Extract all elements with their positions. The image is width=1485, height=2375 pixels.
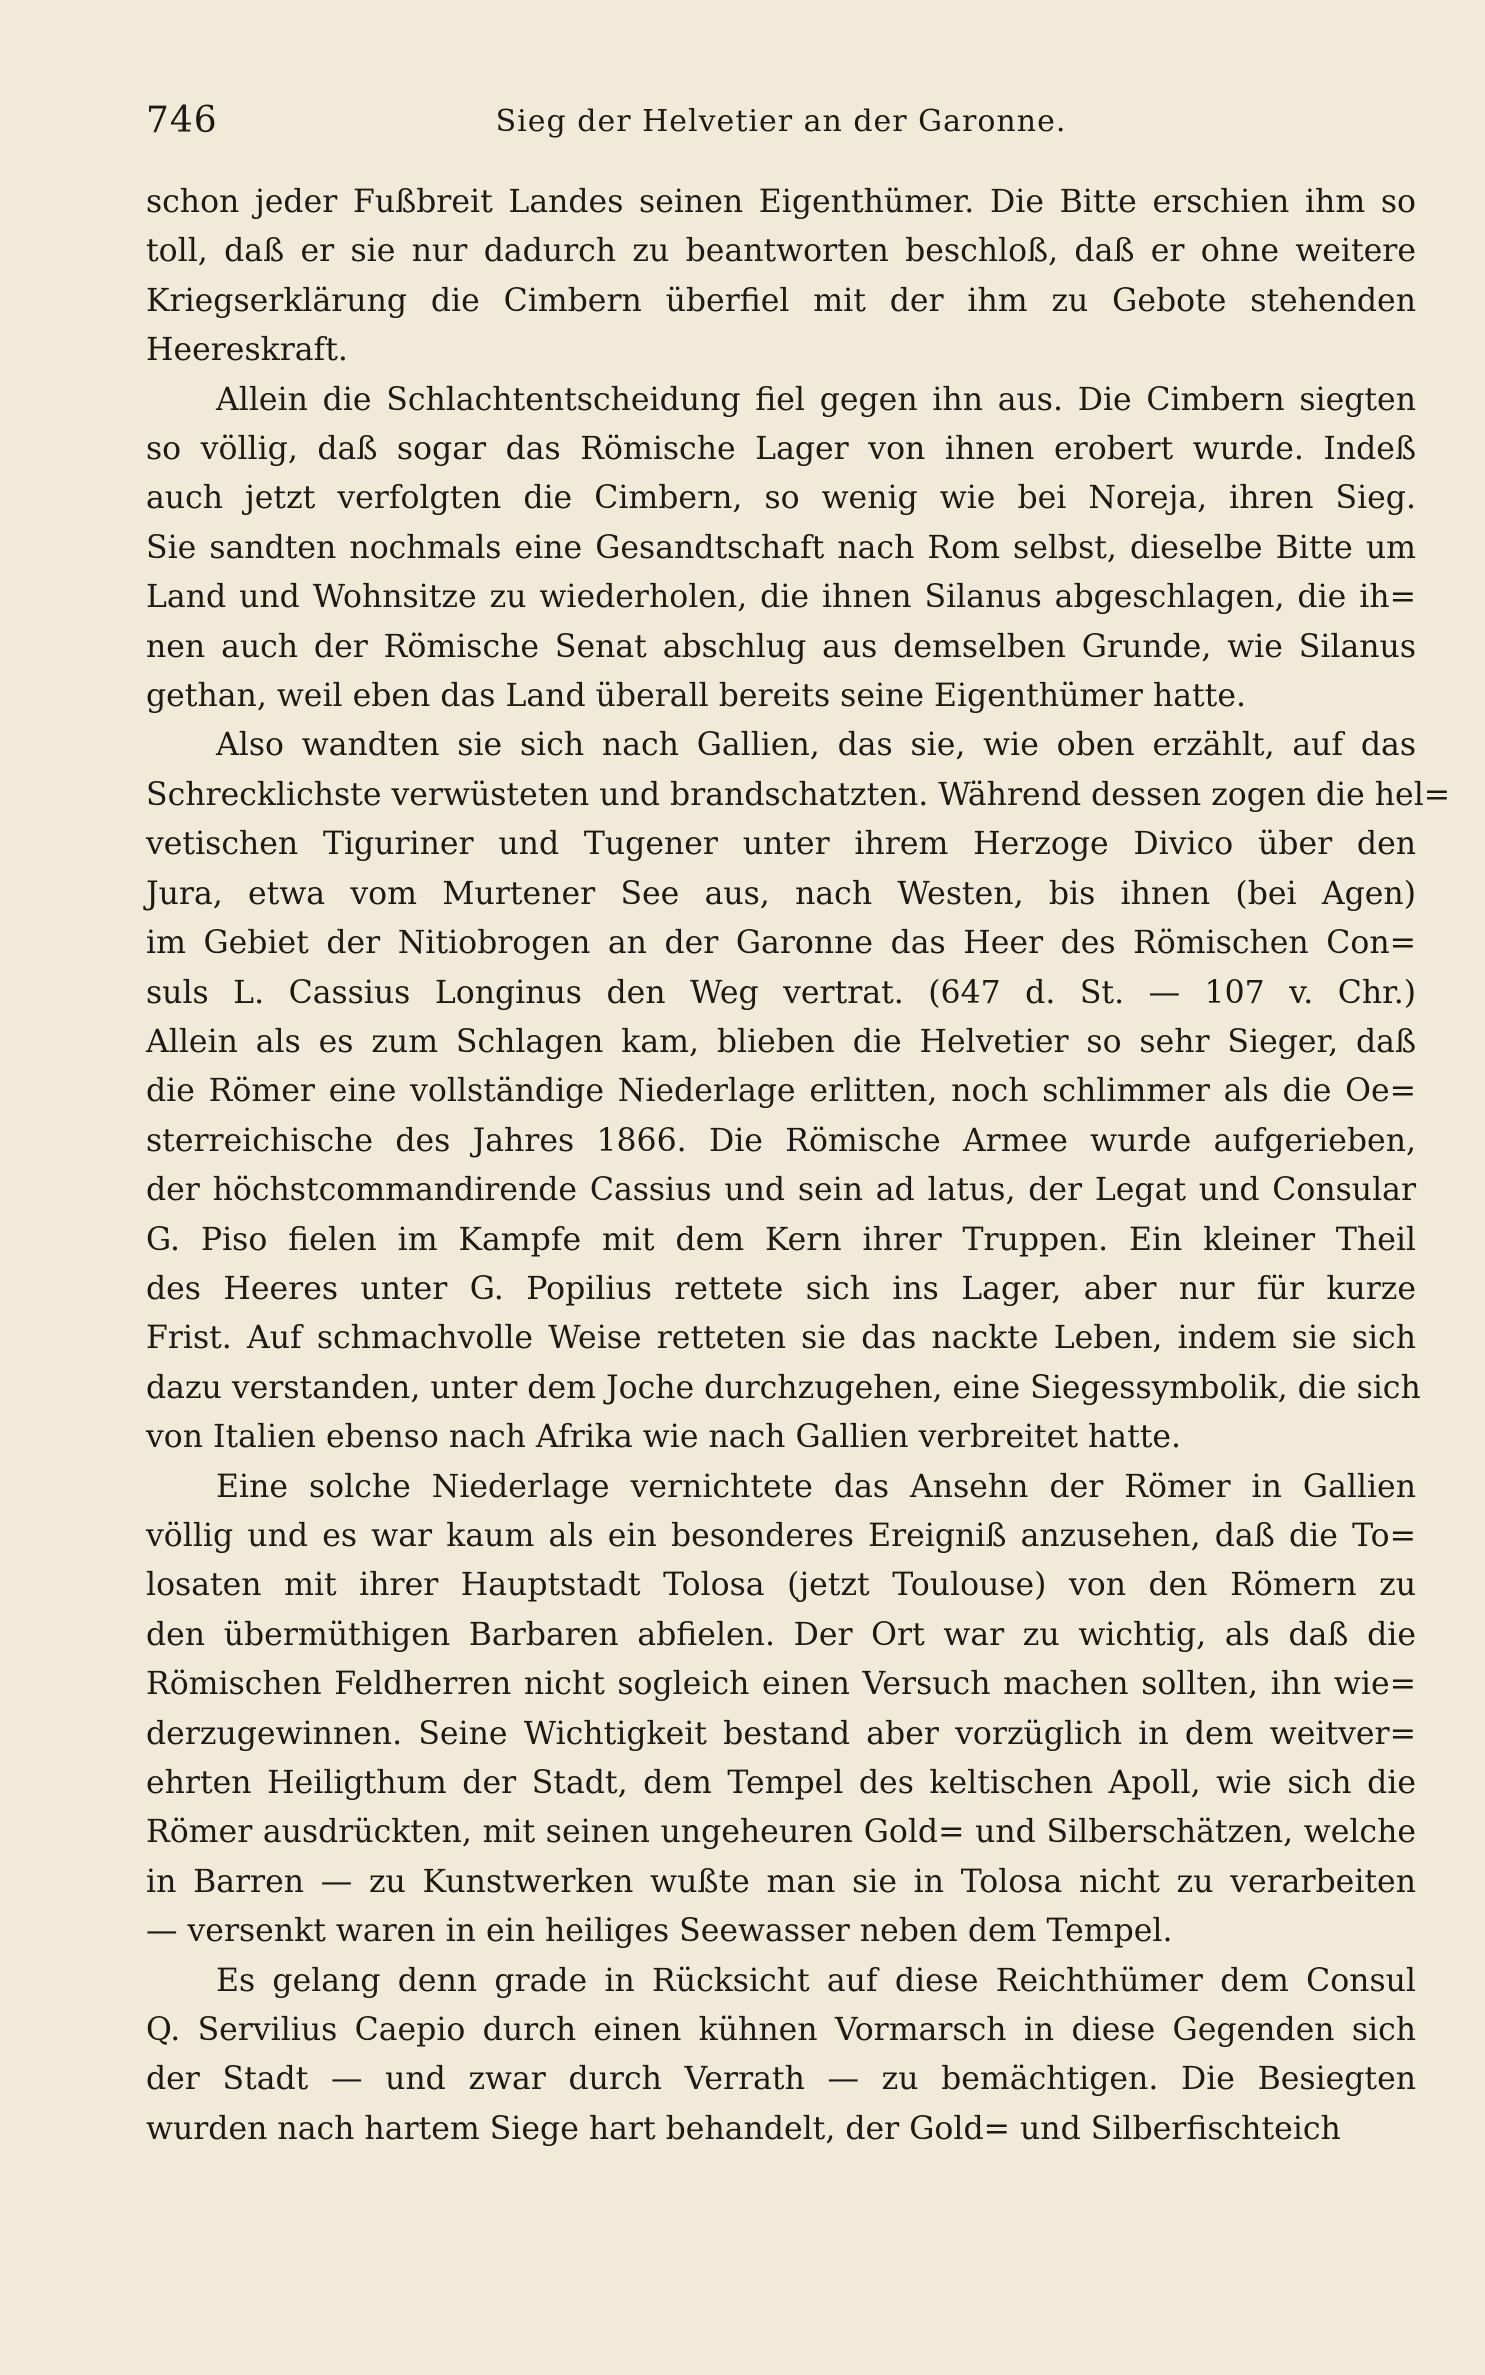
text-line: der Stadt — und zwar durch Verrath — zu bemächtigen. Die Besiegten [146,2061,1416,2098]
text-line: toll, daß er sie nur dadurch zu beantworten beschloß, daß er ohne weitere [146,233,1416,270]
text-line: der höchstcommandirende Cassius und sein ad latus, der Legat und Consular [146,1172,1416,1209]
paragraph [146,1463,1416,1957]
text-line: Sie sandten nochmals eine Gesandtschaft nach Rom selbst, dieselbe Bitte um [146,529,1416,566]
text-line: nen auch der Römische Senat abschlug aus demselben Grunde, wie Silanus [146,628,1416,665]
text-line: die Römer eine vollständige Niederlage erlitten, noch schlimmer als die Oe= [146,1073,1416,1110]
text-line: Schrecklichste verwüsteten und brandschatzten. Während dessen zogen die hel= [146,776,1451,813]
text-line: losaten mit ihrer Hauptstadt Tolosa (jetzt Toulouse) von den Römern zu [146,1567,1416,1604]
text-line: Kriegserklärung die Cimbern überfiel mit der ihm zu Gebote stehenden [146,282,1416,319]
paragraph [146,178,1416,376]
page-header [146,100,1416,160]
text-line: vetischen Tiguriner und Tugener unter ihrem Herzoge Divico über den [146,826,1416,863]
text-line: so völlig, daß sogar das Römische Lager von ihnen erobert wurde. Indeß [146,431,1416,468]
text-line: den übermüthigen Barbaren abfielen. Der Ort war zu wichtig, als daß die [146,1616,1416,1653]
text-line: im Gebiet der Nitiobrogen an der Garonne das Heer des Römischen Con= [146,925,1416,962]
text-line: von Italien ebenso nach Afrika wie nach Gallien verbreitet hatte. [146,1419,1182,1456]
page-number: 746 [146,100,218,141]
running-head: Sieg der Helvetier an der Garonne. [495,104,1067,139]
body-text [146,178,1451,2154]
text-line: völlig und es war kaum als ein besonderes Ereigniß anzusehen, daß die To= [146,1517,1416,1554]
paragraph [146,1957,1416,2155]
text-line: schon jeder Fußbreit Landes seinen Eigenthümer. Die Bitte erschien ihm so [146,184,1416,220]
text-line: Römischen Feldherren nicht sogleich einen Versuch machen sollten, ihn wie= [146,1666,1416,1703]
text-line: auch jetzt verfolgten die Cimbern, so wenig wie bei Noreja, ihren Sieg. [146,480,1416,517]
text-line: Eine solche Niederlage vernichtete das Ansehn der Römer in Gallien [216,1468,1416,1505]
text-line: Es gelang denn grade in Rücksicht auf diese Reichthümer dem Consul [216,1962,1416,1999]
text-line: Heereskraft. [146,332,348,369]
text-line: derzugewinnen. Seine Wichtigkeit bestand aber vorzüglich in dem weitver= [146,1715,1416,1752]
text-line: des Heeres unter G. Popilius rettete sich ins Lager, aber nur für kurze [146,1270,1416,1307]
text-line: in Barren — zu Kunstwerken wußte man sie in Tolosa nicht zu verarbeiten [146,1863,1416,1900]
text-line: G. Piso fielen im Kampfe mit dem Kern ihrer Truppen. Ein kleiner Theil [146,1221,1416,1258]
text-line: sterreichische des Jahres 1866. Die Römische Armee wurde aufgerieben, [146,1122,1416,1159]
text-line: — versenkt waren in ein heiliges Seewasser neben dem Tempel. [146,1913,1173,1950]
text-line: dazu verstanden, unter dem Joche durchzugehen, eine Siegessymbolik, die sich [146,1369,1421,1406]
paragraph [146,376,1416,722]
text-line: gethan, weil eben das Land überall bereits seine Eigenthümer hatte. [146,678,1246,715]
text-line: Also wandten sie sich nach Gallien, das sie, wie oben erzählt, auf das [216,727,1416,764]
text-line: Römer ausdrückten, mit seinen ungeheuren Gold= und Silberschätzen, welche [146,1814,1416,1851]
text-line: wurden nach hartem Siege hart behandelt, der Gold= und Silberfischteich [146,2110,1341,2147]
text-line: Q. Servilius Caepio durch einen kühnen Vormarsch in diese Gegenden sich [146,2012,1416,2049]
text-line: Jura, etwa vom Murtener See aus, nach Westen, bis ihnen (bei Agen) [146,875,1416,912]
text-line: Frist. Auf schmachvolle Weise retteten sie das nackte Leben, indem sie sich [146,1320,1416,1357]
text-line: Allein die Schlachtentscheidung fiel gegen ihn aus. Die Cimbern siegten [216,381,1416,418]
text-line: suls L. Cassius Longinus den Weg vertrat. (647 d. St. — 107 v. Chr.) [146,974,1416,1011]
text-line: Allein als es zum Schlagen kam, blieben die Helvetier so sehr Sieger, daß [146,1023,1416,1060]
text-line: Land und Wohnsitze zu wiederholen, die ihnen Silanus abgeschlagen, die ih= [146,579,1416,616]
paragraph [146,721,1451,1462]
text-line: ehrten Heiligthum der Stadt, dem Tempel des keltischen Apoll, wie sich die [146,1765,1416,1801]
